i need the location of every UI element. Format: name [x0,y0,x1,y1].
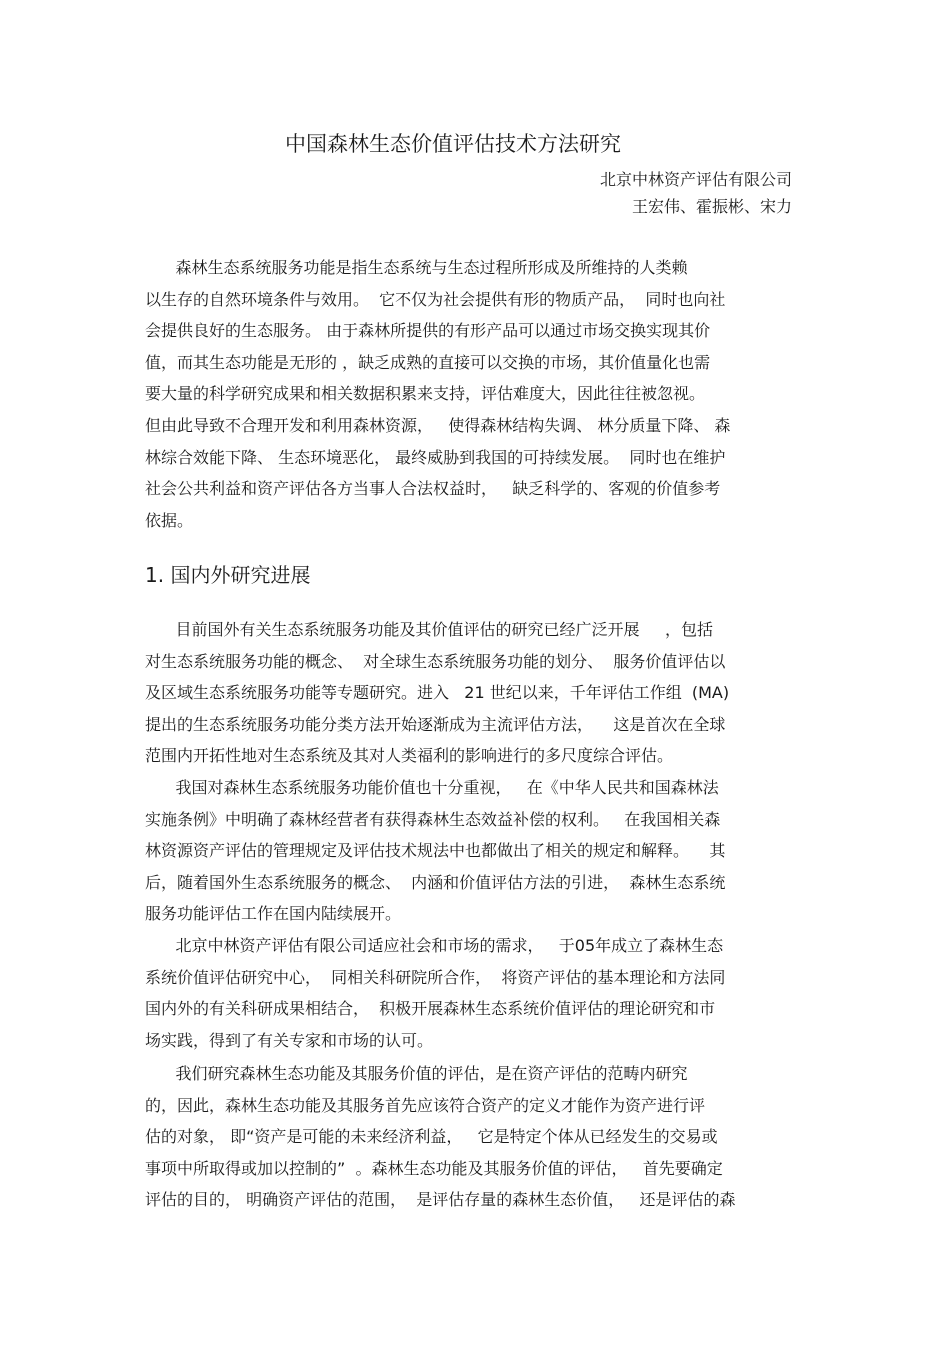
text-line: 场实践，得到了有关专家和市场的认可。 [145,1030,434,1050]
section-paragraph-1 [145,614,807,772]
text-line: 国内外的有关科研成果相结合， 积极开展森林生态系统价值评估的理论研究和市 [145,999,716,1019]
section-paragraph-3 [145,930,807,1056]
authors: 王宏伟、霍振彬、宋力 [631,197,792,216]
text-line: 系统价值评估研究中心， 同相关科研院所合作， 将资产评估的基本理论和方法同 [145,967,726,987]
text-line: 但由此导致不合理开发和利用森林资源， 使得森林结构失调、 林分质量下降、 森 [145,415,731,435]
text-line: 要大量的科学研究成果和相关数据积累来支持，评估难度大，因此往往被忽视。 [145,384,706,404]
text-line: 的，因此，森林生态功能及其服务首先应该符合资产的定义才能作为资产进行评 [145,1095,706,1115]
text-line: 事项中所取得或加以控制的” 。森林生态功能及其服务价值的评估， 首先要确定 [145,1158,723,1178]
section-paragraph-2 [145,772,807,930]
text-line: 我们研究森林生态功能及其服务价值的评估，是在资产评估的范畴内研究 [145,1064,688,1083]
text-line: 值，而其生态功能是无形的 ，缺乏成熟的直接可以交换的市场，其价值量化也需 [145,352,711,372]
text-line: 后，随着国外生态系统服务的概念、 内涵和价值评估方法的引进， 森林生态系统 [145,872,726,892]
text-line: 以生存的自然环境条件与效用。 它不仅为社会提供有形的物质产品， 同时也向社 [145,289,726,309]
text-line: 评估的目的， 明确资产评估的范围， 是评估存量的森林生态价值， 还是评估的森 [145,1190,736,1210]
text-line: 林资源资产评估的管理规定及评估技术规法中也都做出了相关的规定和解释。 其 [145,841,726,861]
text-line: 实施条例》中明确了森林经营者有获得森林生态效益补偿的权利。 在我国相关森 [145,809,721,829]
text-line: 及区域生态系统服务功能等专题研究。进入 21 世纪以来，千年评估工作组 (MA) [145,683,730,703]
text-line: 林综合效能下降、 生态环境恶化， 最终威胁到我国的可持续发展。 同时也在维护 [145,447,726,467]
section-heading: 1. 国内外研究进展 [145,563,311,587]
text-line: 目前国外有关生态系统服务功能及其价值评估的研究已经广泛开展 ，包括 [145,620,713,639]
affiliation: 北京中林资产评估有限公司 [599,170,792,189]
text-line: 北京中林资产评估有限公司适应社会和市场的需求， 于05年成立了森林生态 [145,936,724,955]
section-paragraph-4 [145,1058,807,1216]
text-line: 会提供良好的生态服务。 由于森林所提供的有形产品可以通过市场交换实现其价 [145,321,711,341]
text-line: 范围内开拓性地对生态系统及其对人类福利的影响进行的多尺度综合评估。 [145,746,674,766]
text-line: 我国对森林生态系统服务功能价值也十分重视， 在《中华人民共和国森林法 [145,778,719,797]
text-line: 估的对象， 即“资产是可能的未来经济利益， 它是特定个体从已经发生的交易或 [145,1127,718,1147]
text-line: 对生态系统服务功能的概念、 对全球生态系统服务功能的划分、 服务价值评估以 [145,651,726,671]
text-line: 依据。 [145,510,194,530]
abstract-paragraph [145,252,807,536]
text-line: 社会公共利益和资产评估各方当事人合法权益时， 缺乏科学的、客观的价值参考 [145,479,721,499]
text-line: 服务功能评估工作在国内陆续展开。 [145,904,402,924]
text-line: 提出的生态系统服务功能分类方法开始逐渐成为主流评估方法， 这是首次在全球 [145,714,726,734]
document-title: 中国森林生态价值评估技术方法研究 [285,132,621,156]
text-line: 森林生态系统服务功能是指生态系统与生态过程所形成及所维持的人类赖 [145,258,688,277]
